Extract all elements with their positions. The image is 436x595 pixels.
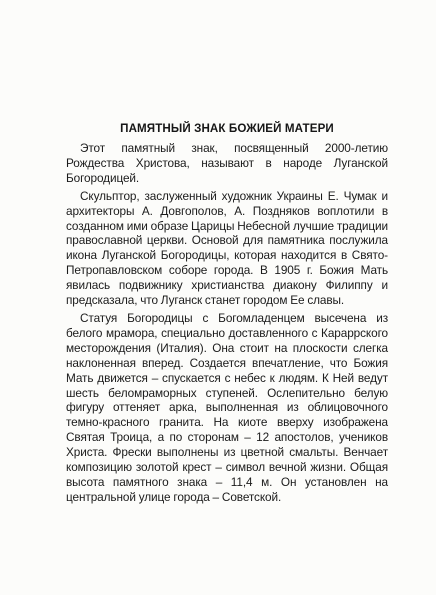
paragraph-2: Скульптор, заслуженный художник Украины Е. Чумак и архитекторы А. Довгополов, А. Поздняков воплотили в созданном ими образе Царицы Небесной лучшие традиции православной церкви. Основой для памятника послужила икона Луганской Богородицы, которая находится в Свято-Петропавловском соборе города. В 1905 г. Божия Мать явилась подвижнику христианства диакону Филиппу и предсказала, что Луганск станет городом Ее славы.: [66, 188, 388, 308]
paragraph-1: Этот памятный знак, посвященный 2000-летию Рождества Христова, называют в народе Луганской Богородицей.: [66, 141, 388, 185]
article: [66, 122, 388, 508]
article-title: ПАМЯТНЫЙ ЗНАК БОЖИЕЙ МАТЕРИ: [120, 122, 334, 135]
paragraph-3: Статуя Богородицы с Богомладенцем высечена из белого мрамора, специально доставленного с Караррского месторождения (Италия). Она стоит на плоскости слегка наклоненная вперед. Создается впечатление, что Божия Мать движется – спускается с небес к людям. К Ней ведут шесть беломраморных ступеней. Ослепительно белую фигуру оттеняет арка, выполненная из облицовочного темно-красного гранита. На киоте вверху изображена Святая Троица, а по сторонам – 12 апостолов, учеников Христа. Фрески выполнены из цветной смальты. Венчает композицию золотой крест – символ вечной жизни. Общая высота памятного знака – 11,4 м. Он установлен на центральной улице города – Советской.: [66, 310, 388, 504]
